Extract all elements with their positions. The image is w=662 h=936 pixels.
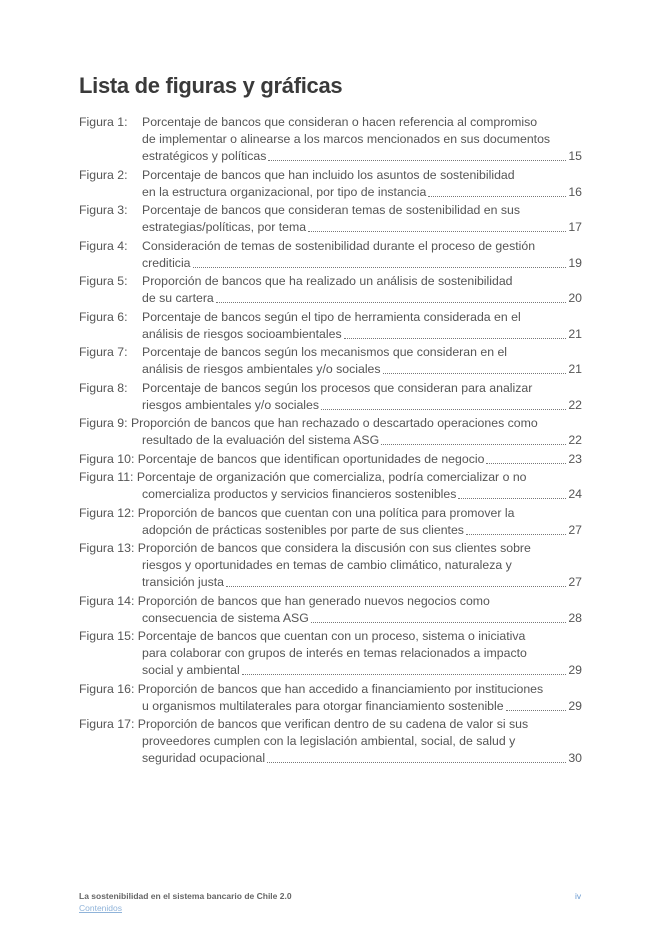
- page-ref: 27: [568, 522, 582, 537]
- dot-leader: [381, 432, 566, 445]
- dot-leader: [242, 662, 567, 675]
- dot-leader: [308, 219, 566, 232]
- contents-link[interactable]: Contenidos: [79, 903, 123, 913]
- figure-label: Figura 11:: [79, 470, 134, 484]
- figure-caption: resultado de la evaluación del sistema ASG: [142, 433, 380, 447]
- figure-caption: Porcentaje de bancos que consideran temas de sostenibilidad en sus: [142, 203, 521, 217]
- footer-title: La sostenibilidad en el sistema bancario de Chile 2.0: [79, 891, 292, 901]
- figure-caption: Proporción de bancos que considera la discusión con sus clientes sobre: [137, 541, 531, 555]
- page-ref: 22: [568, 397, 582, 412]
- dot-leader: [344, 326, 567, 339]
- list-item[interactable]: [79, 344, 582, 378]
- dot-leader: [458, 486, 566, 499]
- figure-caption: consecuencia de sistema ASG: [142, 610, 309, 625]
- figure-caption: social y ambiental: [142, 663, 240, 677]
- dot-leader: [506, 698, 567, 711]
- figure-caption: riesgos y oportunidades en temas de cambio climático, naturaleza y: [142, 558, 512, 572]
- figure-caption: crediticia: [142, 255, 191, 270]
- figure-caption: análisis de riesgos ambientales y/o sociales: [142, 362, 381, 376]
- list-item[interactable]: [79, 505, 582, 539]
- figure-caption: de su cartera: [142, 291, 214, 305]
- figure-caption: comercializa productos y servicios financieros sostenibles: [142, 487, 457, 501]
- figure-label: Figura 13:: [79, 541, 135, 555]
- dot-leader: [268, 148, 566, 161]
- figure-label: Figura 4:: [79, 238, 128, 253]
- page-ref: 17: [568, 220, 582, 234]
- figure-label: Figura 2:: [79, 167, 128, 182]
- page-ref: 24: [568, 487, 582, 501]
- list-item[interactable]: [79, 380, 582, 414]
- figure-label: Figura 6:: [79, 309, 128, 324]
- dot-leader: [466, 522, 566, 535]
- dot-leader: [311, 610, 567, 623]
- page-ref: 29: [568, 663, 582, 677]
- page-ref: 30: [568, 751, 582, 765]
- figure-caption: transición justa: [142, 575, 225, 589]
- page-ref: 15: [568, 149, 582, 163]
- dot-leader: [321, 397, 566, 410]
- dot-leader: [428, 184, 566, 197]
- figure-caption: riesgos ambientales y/o sociales: [142, 397, 320, 412]
- figure-caption: Proporción de bancos que verifican dentro de su cadena de valor si sus: [137, 717, 529, 731]
- figure-caption: Proporción de bancos que ha realizado un análisis de sostenibilidad: [142, 274, 513, 288]
- page-ref: 23: [568, 451, 582, 466]
- list-item[interactable]: [79, 628, 582, 679]
- page-ref: 21: [568, 362, 582, 376]
- list-item[interactable]: [79, 273, 582, 307]
- figure-label: Figura 16:: [79, 681, 135, 696]
- page-ref: 27: [568, 575, 582, 589]
- figure-caption: seguridad ocupacional: [142, 751, 266, 765]
- list-item[interactable]: [79, 540, 582, 591]
- list-item[interactable]: [79, 202, 582, 236]
- page-ref: 29: [568, 698, 582, 713]
- figure-caption: proveedores cumplen con la legislación ambiental, social, de salud y: [142, 734, 516, 748]
- list-item[interactable]: [79, 681, 582, 715]
- list-item[interactable]: [79, 469, 582, 503]
- figure-caption: análisis de riesgos socioambientales: [142, 326, 342, 341]
- list-item[interactable]: [79, 114, 582, 165]
- footer: [79, 891, 292, 913]
- figure-caption: Proporción de bancos que cuentan con una política para promover la: [137, 505, 515, 520]
- dot-leader: [193, 255, 567, 268]
- page-title: Lista de figuras y gráficas: [79, 73, 343, 98]
- figure-caption: Porcentaje de bancos según el tipo de herramienta considerada en el: [142, 309, 521, 324]
- figure-caption: Porcentaje de organización que comercializa, podría comercializar o no: [136, 470, 527, 484]
- figure-caption: u organismos multilaterales para otorgar financiamiento sostenible: [142, 698, 504, 713]
- figure-label: Figura 5:: [79, 274, 128, 288]
- figure-label: Figura 8:: [79, 380, 128, 395]
- figure-caption: Consideración de temas de sostenibilidad durante el proceso de gestión: [142, 238, 536, 253]
- figure-label: Figura 1:: [79, 115, 128, 129]
- page-ref: 21: [568, 326, 582, 341]
- page-ref: 19: [568, 255, 582, 270]
- figure-caption: estratégicos y políticas: [142, 149, 267, 163]
- dot-leader: [267, 750, 566, 763]
- page-ref: 16: [568, 184, 582, 199]
- figure-caption: de implementar o alinearse a los marcos mencionados en sus documentos: [142, 132, 551, 146]
- list-item[interactable]: [79, 415, 582, 449]
- figure-label: Figura 3:: [79, 203, 128, 217]
- figure-caption: Porcentaje de bancos según los mecanismos que consideran en el: [142, 345, 508, 359]
- figure-caption: Porcentaje de bancos que identifican oportunidades de negocio: [137, 451, 485, 466]
- figure-label: Figura 17:: [79, 717, 135, 731]
- figure-caption: Porcentaje de bancos según los procesos que consideran para analizar: [142, 380, 533, 395]
- figure-caption: para colaborar con grupos de interés en temas relacionados a impacto: [142, 646, 527, 660]
- list-item[interactable]: [79, 167, 582, 201]
- figure-caption: Proporción de bancos que han accedido a financiamiento por instituciones: [137, 681, 544, 696]
- figure-caption: Porcentaje de bancos que han incluido los asuntos de sostenibilidad: [142, 167, 515, 182]
- list-item[interactable]: [79, 451, 582, 468]
- dot-leader: [486, 451, 566, 464]
- figure-label: Figura 7:: [79, 345, 128, 359]
- list-item[interactable]: [79, 593, 582, 627]
- dot-leader: [383, 361, 567, 374]
- figure-label: Figura 12:: [79, 505, 135, 520]
- page-ref: 28: [568, 610, 582, 625]
- figure-list: [79, 114, 582, 769]
- dot-leader: [216, 290, 567, 303]
- list-item[interactable]: [79, 716, 582, 767]
- figure-label: Figura 9:: [79, 416, 128, 430]
- dot-leader: [226, 574, 566, 587]
- figure-caption: estrategias/políticas, por tema: [142, 220, 307, 234]
- figure-caption: adopción de prácticas sostenibles por parte de sus clientes: [142, 522, 464, 537]
- figure-caption: Porcentaje de bancos que consideran o hacen referencia al compromiso: [142, 115, 538, 129]
- page-ref: 22: [568, 433, 582, 447]
- list-item[interactable]: [79, 309, 582, 343]
- figure-label: Figura 14:: [79, 593, 135, 608]
- figure-caption: en la estructura organizacional, por tipo de instancia: [142, 184, 427, 199]
- page-ref: 20: [568, 291, 582, 305]
- figure-label: Figura 15:: [79, 629, 135, 643]
- page-number: iv: [575, 891, 582, 901]
- list-item[interactable]: [79, 238, 582, 272]
- figure-caption: Proporción de bancos que han generado nuevos negocios como: [137, 593, 490, 608]
- figure-caption: Proporción de bancos que han rechazado o descartado operaciones como: [130, 416, 538, 430]
- figure-label: Figura 10:: [79, 451, 135, 466]
- figure-caption: Porcentaje de bancos que cuentan con un proceso, sistema o iniciativa: [137, 629, 526, 643]
